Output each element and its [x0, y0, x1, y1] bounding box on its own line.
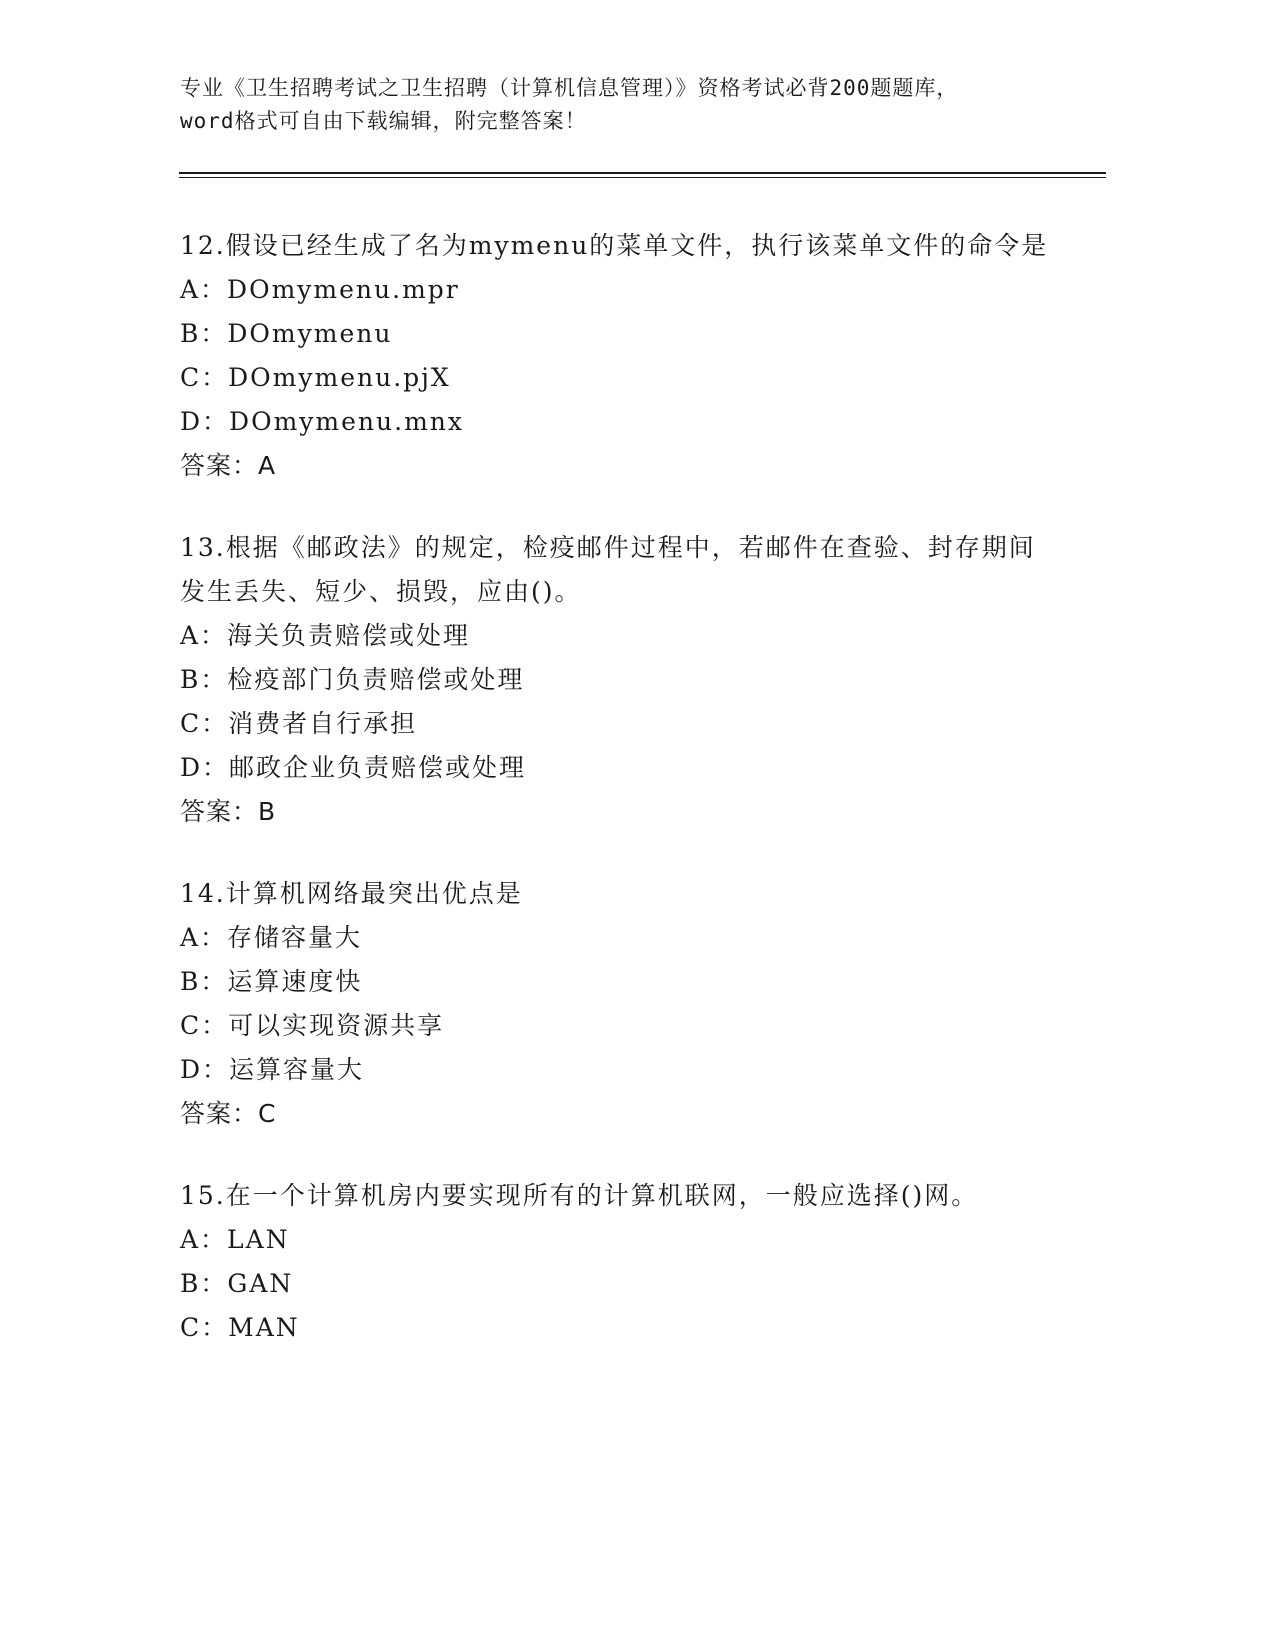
option-c: C：DOmymenu.pjX: [180, 363, 451, 392]
option-c: C：可以实现资源共享: [180, 1011, 445, 1040]
question-list: [180, 224, 1060, 1388]
option-b: B：DOmymenu: [180, 319, 393, 348]
option-a: A：海关负责赔偿或处理: [180, 621, 471, 650]
header-line-1: 专业《卫生招聘考试之卫生招聘（计算机信息管理）》资格考试必背200题题库，: [180, 76, 959, 100]
document-header: [180, 72, 1080, 138]
option-b: B：GAN: [180, 1269, 294, 1298]
header-line-2: word格式可自由下载编辑，附完整答案！: [180, 109, 587, 133]
question-text: 15.在一个计算机房内要实现所有的计算机联网，一般应选择()网。: [180, 1181, 979, 1210]
question-15: [180, 1174, 1060, 1350]
option-d: D：邮政企业负责赔偿或处理: [180, 753, 527, 782]
option-d: D：DOmymenu.mnx: [180, 407, 464, 436]
question-text: 14.计算机网络最突出优点是: [180, 879, 523, 908]
question-14: [180, 872, 1060, 1136]
option-b: B：检疫部门负责赔偿或处理: [180, 665, 525, 694]
answer: 答案：B: [180, 797, 277, 826]
question-text: 13.根据《邮政法》的规定，检疫邮件过程中，若邮件在查验、封存期间发生丢失、短少、损毁，应由()。: [180, 533, 1036, 606]
answer: 答案：C: [180, 1099, 277, 1128]
option-a: A：存储容量大: [180, 923, 363, 952]
header-divider: [179, 172, 1106, 178]
option-d: D：运算容量大: [180, 1055, 365, 1084]
answer: 答案：A: [180, 451, 277, 480]
option-c: C：消费者自行承担: [180, 709, 418, 738]
question-text: 12.假设已经生成了名为mymenu的菜单文件，执行该菜单文件的命令是: [180, 231, 1049, 260]
option-a: A：LAN: [180, 1225, 290, 1254]
question-13: [180, 526, 1060, 834]
option-c: C：MAN: [180, 1313, 300, 1342]
question-12: [180, 224, 1060, 488]
option-a: A：DOmymenu.mpr: [180, 275, 460, 304]
option-b: B：运算速度快: [180, 967, 363, 996]
